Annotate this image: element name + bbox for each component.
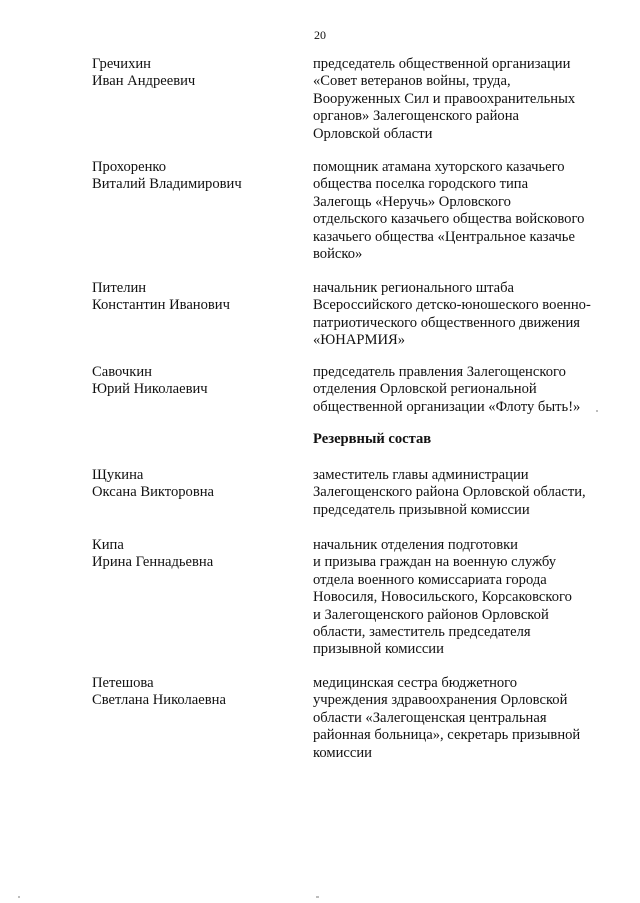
role-line: патриотического общественного движения: [313, 314, 580, 331]
page-number: 20: [314, 28, 326, 42]
role-line: учреждения здравоохранения Орловской: [313, 692, 568, 709]
member-given-names: Виталий Владимирович: [92, 176, 242, 193]
role-line: отдела военного комиссариата города: [313, 571, 547, 588]
scan-speck: [316, 896, 319, 898]
member-given-names: Константин Иванович: [92, 297, 230, 314]
role-line: области, заместитель председателя: [313, 624, 531, 641]
member-role: [313, 159, 613, 263]
section-heading-reserve: Резервный состав: [313, 431, 432, 447]
member-role: [313, 467, 613, 519]
role-line: «Совет ветеранов войны, труда,: [313, 73, 511, 90]
role-line: Залегощенского района Орловской области,: [313, 484, 586, 501]
role-line: общества поселка городского типа: [313, 176, 529, 193]
role-line: помощник атамана хуторского казачьего: [313, 159, 565, 175]
role-line: председатель общественной организации: [313, 56, 571, 72]
member-name: [92, 467, 292, 502]
role-line: заместитель главы администрации: [313, 467, 529, 483]
member-name: [92, 364, 292, 399]
role-line: начальник регионального штаба: [313, 280, 515, 296]
member-role: [313, 364, 613, 416]
role-line: Вооруженных Сил и правоохранительных: [313, 90, 576, 107]
member-name: [92, 280, 292, 315]
member-given-names: Ирина Геннадьевна: [92, 554, 214, 571]
member-role: [313, 280, 613, 350]
member-name: [92, 56, 292, 91]
scan-speck: [596, 410, 598, 412]
scan-speck: [18, 896, 20, 898]
role-line: и Залегощенского районов Орловской: [313, 606, 549, 623]
member-name: [92, 159, 292, 194]
role-line: войско»: [313, 246, 363, 263]
member-surname: Савочкин: [92, 364, 152, 380]
member-given-names: Светлана Николаевна: [92, 692, 226, 709]
member-surname: Гречихин: [92, 56, 151, 72]
role-line: призывной комиссии: [313, 641, 444, 658]
role-line: районная больница», секретарь призывной: [313, 727, 581, 744]
role-line: медицинская сестра бюджетного: [313, 675, 518, 691]
member-surname: Кипа: [92, 537, 124, 553]
member-role: [313, 537, 613, 659]
member-name: [92, 537, 292, 572]
member-role: [313, 675, 613, 762]
role-line: отделения Орловской региональной: [313, 381, 537, 398]
member-given-names: Иван Андреевич: [92, 73, 196, 90]
role-line: Всероссийского детско-юношеского военно-: [313, 297, 591, 314]
role-line: «ЮНАРМИЯ»: [313, 332, 406, 349]
member-name: [92, 675, 292, 710]
role-line: области «Залегощенская центральная: [313, 709, 547, 726]
member-surname: Петешова: [92, 675, 154, 691]
role-line: общественной организации «Флоту быть!»: [313, 398, 581, 415]
member-given-names: Оксана Викторовна: [92, 484, 215, 501]
role-line: Залегощь «Неручь» Орловского: [313, 193, 511, 210]
member-surname: Щукина: [92, 467, 144, 483]
role-line: комиссии: [313, 744, 372, 761]
role-line: и призыва граждан на военную службу: [313, 554, 557, 571]
member-role: [313, 56, 613, 143]
role-line: отдельского казачьего общества войскового: [313, 211, 585, 228]
role-line: Новосиля, Новосильского, Корсаковского: [313, 589, 572, 606]
role-line: председатель правления Залегощенского: [313, 364, 566, 380]
member-given-names: Юрий Николаевич: [92, 381, 208, 398]
role-line: начальник отделения подготовки: [313, 537, 518, 553]
role-line: Орловской области: [313, 125, 433, 142]
role-line: органов» Залегощенского района: [313, 108, 519, 125]
member-surname: Прохоренко: [92, 159, 167, 175]
member-surname: Пителин: [92, 280, 147, 296]
role-line: казачьего общества «Центральное казачье: [313, 228, 575, 245]
role-line: председатель призывной комиссии: [313, 501, 530, 518]
